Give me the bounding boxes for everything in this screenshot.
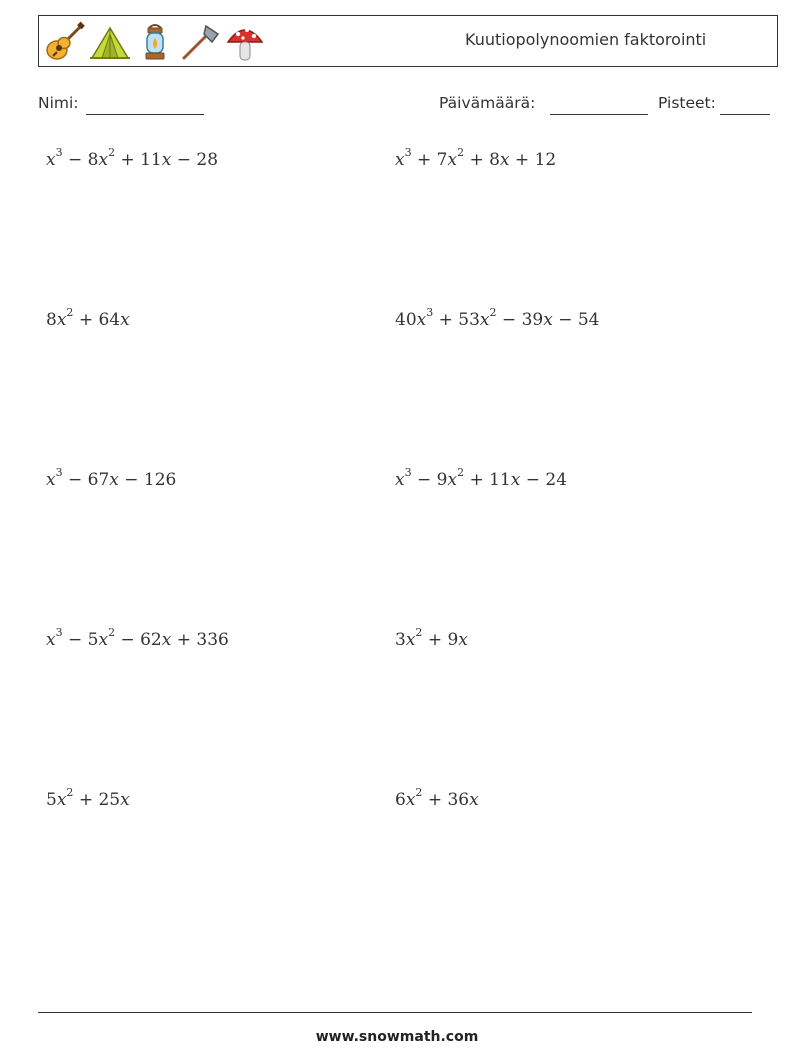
axe-icon bbox=[178, 20, 222, 64]
term: + 12 bbox=[509, 150, 557, 170]
term: 8 bbox=[46, 310, 57, 330]
exponent: 2 bbox=[66, 786, 74, 800]
exponent: 3 bbox=[55, 466, 63, 480]
footer-website: www.snowmath.com bbox=[315, 1029, 479, 1045]
term: + 36 bbox=[422, 790, 470, 810]
term: + 64 bbox=[73, 310, 121, 330]
term: 40 bbox=[395, 310, 417, 330]
term: + 53 bbox=[433, 310, 480, 330]
exponent: 2 bbox=[415, 786, 423, 800]
variable: x bbox=[161, 630, 172, 650]
exponent: 2 bbox=[108, 626, 116, 640]
date-blank[interactable] bbox=[550, 114, 648, 115]
footer-divider bbox=[38, 1012, 752, 1013]
problem-7 bbox=[46, 626, 229, 650]
term: + 11 bbox=[115, 150, 162, 170]
variable: x bbox=[416, 310, 427, 330]
term: 5 bbox=[46, 790, 57, 810]
term: − 126 bbox=[118, 470, 177, 490]
exponent: 3 bbox=[55, 146, 63, 160]
guitar-icon bbox=[43, 20, 87, 64]
term: − 67 bbox=[62, 470, 110, 490]
icon-strip bbox=[43, 19, 268, 65]
lantern-icon bbox=[133, 20, 177, 64]
exponent: 2 bbox=[489, 306, 497, 320]
variable: x bbox=[469, 790, 479, 810]
score-blank[interactable] bbox=[720, 114, 770, 115]
variable: x bbox=[46, 470, 56, 490]
variable: x bbox=[46, 630, 56, 650]
term: − 62 bbox=[115, 630, 162, 650]
variable: x bbox=[56, 790, 67, 810]
term: + 11 bbox=[464, 470, 511, 490]
term: 3 bbox=[395, 630, 406, 650]
variable: x bbox=[405, 630, 416, 650]
exponent: 2 bbox=[457, 146, 465, 160]
problem-9 bbox=[46, 786, 130, 810]
variable: x bbox=[161, 150, 172, 170]
exponent: 3 bbox=[404, 466, 412, 480]
term: − 54 bbox=[552, 310, 600, 330]
tent-icon bbox=[88, 20, 132, 64]
worksheet-title: Kuutiopolynoomien faktorointi bbox=[465, 30, 707, 49]
term: 6 bbox=[395, 790, 406, 810]
exponent: 2 bbox=[415, 626, 423, 640]
term: + 8 bbox=[464, 150, 500, 170]
variable: x bbox=[447, 470, 458, 490]
variable: x bbox=[98, 150, 109, 170]
variable: x bbox=[120, 790, 130, 810]
exponent: 2 bbox=[108, 146, 116, 160]
header-box bbox=[38, 15, 778, 67]
term: − 5 bbox=[62, 630, 99, 650]
variable: x bbox=[56, 310, 67, 330]
exponent: 2 bbox=[66, 306, 74, 320]
problem-1 bbox=[46, 146, 219, 170]
problem-4 bbox=[395, 306, 600, 330]
exponent: 3 bbox=[426, 306, 434, 320]
date-label: Päivämäärä: bbox=[439, 94, 536, 112]
problem-5 bbox=[46, 466, 177, 490]
term: − 28 bbox=[171, 150, 219, 170]
exponent: 3 bbox=[55, 626, 63, 640]
problem-6 bbox=[395, 466, 568, 490]
term: − 39 bbox=[496, 310, 544, 330]
name-label: Nimi: bbox=[38, 94, 79, 112]
term: + 9 bbox=[422, 630, 459, 650]
problem-3 bbox=[46, 306, 130, 330]
variable: x bbox=[405, 790, 416, 810]
variable: x bbox=[395, 150, 405, 170]
score-label: Pisteet: bbox=[658, 94, 716, 112]
variable: x bbox=[479, 310, 490, 330]
term: + 336 bbox=[171, 630, 229, 650]
problem-2 bbox=[395, 146, 557, 170]
problem-10 bbox=[395, 786, 479, 810]
term: − 9 bbox=[411, 470, 448, 490]
variable: x bbox=[120, 310, 130, 330]
variable: x bbox=[395, 470, 405, 490]
term: − 8 bbox=[62, 150, 99, 170]
variable: x bbox=[46, 150, 56, 170]
variable: x bbox=[447, 150, 458, 170]
variable: x bbox=[543, 310, 553, 330]
term: + 25 bbox=[73, 790, 121, 810]
variable: x bbox=[98, 630, 109, 650]
variable: x bbox=[458, 630, 468, 650]
variable: x bbox=[510, 470, 521, 490]
mushroom-icon bbox=[223, 20, 267, 64]
term: − 24 bbox=[520, 470, 568, 490]
variable: x bbox=[499, 150, 510, 170]
exponent: 2 bbox=[457, 466, 465, 480]
exponent: 3 bbox=[404, 146, 412, 160]
name-blank[interactable] bbox=[86, 114, 204, 115]
variable: x bbox=[109, 470, 119, 490]
problem-8 bbox=[395, 626, 468, 650]
term: + 7 bbox=[411, 150, 448, 170]
